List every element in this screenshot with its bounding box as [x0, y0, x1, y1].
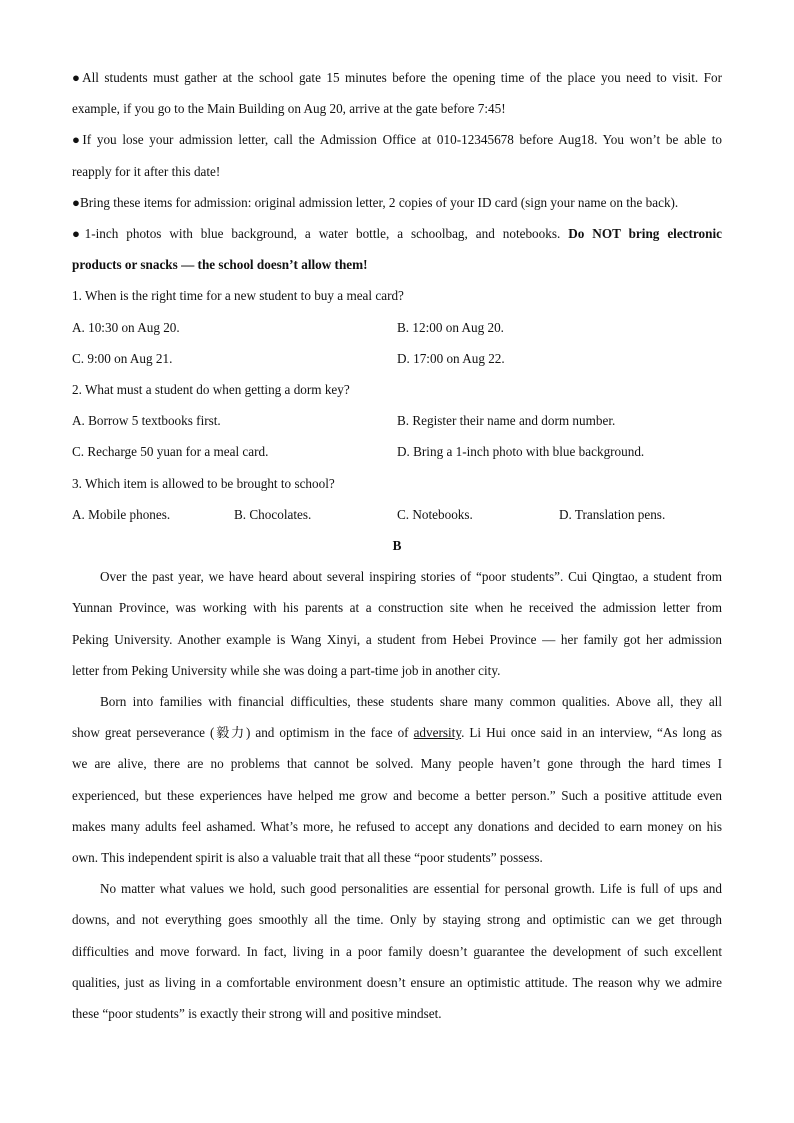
passage-p1-line-2: Yunnan Province, was working with his parents at a construction site when he received the admission letter from [72, 600, 722, 616]
passage-p3-line-4: qualities, just as living in a comfortable environment doesn’t ensure an optimistic attitude. The reason why we admire [72, 974, 722, 990]
question-2-option-d: D. Bring a 1-inch photo with blue background. [397, 444, 645, 460]
question-3-option-d: D. Translation pens. [559, 506, 666, 522]
passage-p2-line-3: we are alive, there are no problems that cannot be solved. Many people haven’t gone through the hard times I [72, 756, 722, 772]
passage-p2-line-2-end: . Li Hui once said in an interview, “As long as [461, 725, 722, 741]
passage-p2-line-6: own. This independent spirit is also a valuable trait that all these “poor students” possess. [72, 850, 543, 866]
question-3-stem: 3. Which item is allowed to be brought to school? [72, 475, 335, 491]
notice-bullet-4-text: ●1-inch photos with blue background, a water bottle, a schoolbag, and notebooks. [72, 226, 569, 242]
question-2-option-a: A. Borrow 5 textbooks first. [72, 413, 221, 429]
question-3-option-b: B. Chocolates. [234, 506, 312, 522]
notice-warning-bold: Do NOT bring electronic [568, 226, 722, 242]
notice-bullet-2-line-1: ●If you lose your admission letter, call the Admission Office at 010-12345678 before Aug18. You won’t be able to [72, 132, 722, 148]
question-1-stem: 1. When is the right time for a new student to buy a meal card? [72, 288, 404, 304]
section-b-heading: B [392, 538, 402, 554]
question-2-stem: 2. What must a student do when getting a dorm key? [72, 382, 350, 398]
question-1-option-c: C. 9:00 on Aug 21. [72, 350, 173, 366]
notice-bullet-4-line-2: products or snacks — the school doesn’t allow them! [72, 257, 368, 273]
question-2-options-row-1 [72, 405, 722, 436]
question-3-option-c: C. Notebooks. [397, 506, 473, 522]
passage-p2-line-1: Born into families with financial difficulties, these students share many common qualities. Above all, they all [100, 694, 722, 710]
question-3-option-a: A. Mobile phones. [72, 506, 171, 522]
passage-p1-line-3: Peking University. Another example is Wang Xinyi, a student from Hebei Province — her family got her admission [72, 631, 722, 647]
underlined-word-adversity: adversity [413, 725, 462, 741]
passage-p3-line-3: difficulties and move forward. In fact, living in a poor family doesn’t guarantee the development of such excellent [72, 943, 722, 959]
question-3-options-row [72, 499, 722, 530]
question-2-option-c: C. Recharge 50 yuan for a meal card. [72, 444, 269, 460]
passage-p2-line-4: experienced, but these experiences have helped me grow and become a better person.” Such a positive attitude even [72, 787, 722, 803]
notice-bullet-2-line-2: reapply for it after this date! [72, 163, 221, 179]
question-1-options-row-1 [72, 312, 722, 343]
passage-p2-line-5: makes many adults feel ashamed. What’s more, he refused to accept any donations and decided to earn money on his [72, 818, 722, 834]
question-2-options-row-2 [72, 436, 722, 467]
passage-p1-line-1: Over the past year, we have heard about several inspiring stories of “poor students”. Cui Qingtao, a student from [100, 569, 722, 585]
question-1-option-a: A. 10:30 on Aug 20. [72, 319, 180, 335]
passage-p3-line-5: these “poor students” is exactly their strong will and positive mindset. [72, 1006, 442, 1022]
question-1-option-d: D. 17:00 on Aug 22. [397, 350, 505, 366]
question-1-option-b: B. 12:00 on Aug 20. [397, 319, 504, 335]
document-content [72, 62, 722, 1029]
question-1-options-row-2 [72, 343, 722, 374]
passage-p3-line-1: No matter what values we hold, such good personalities are essential for personal growth. Life is full of ups and [100, 881, 722, 897]
question-2-option-b: B. Register their name and dorm number. [397, 413, 616, 429]
notice-bullet-1-line-2: example, if you go to the Main Building on Aug 20, arrive at the gate before 7:45! [72, 101, 506, 117]
notice-bullet-3-line-1: ●Bring these items for admission: original admission letter, 2 copies of your ID card (sign your name on the back). [72, 194, 679, 210]
notice-bullet-1-line-1: ●All students must gather at the school gate 15 minutes before the opening time of the place you need to visit. For [72, 70, 722, 85]
notice-bullet-4-line-1 [72, 218, 722, 249]
passage-p1-line-4: letter from Peking University while she was doing a part-time job in another city. [72, 662, 501, 678]
passage-p2-line-2-start: show great perseverance (毅力) and optimism in the face of [72, 725, 414, 741]
passage-p3-line-2: downs, and not everything goes smoothly all the time. Only by staying strong and optimistic can we get through [72, 912, 722, 928]
passage-p2-line-2 [72, 717, 722, 748]
